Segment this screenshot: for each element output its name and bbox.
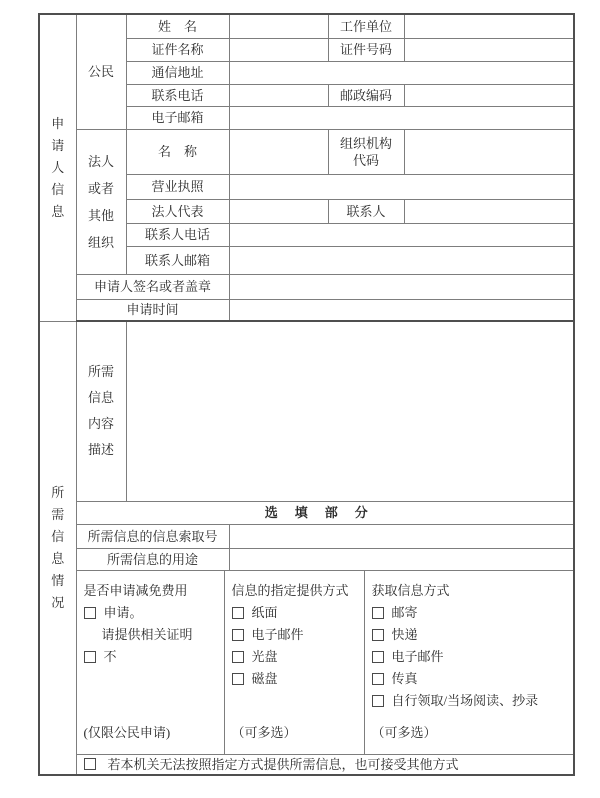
date-value-cell[interactable] [229,299,574,321]
obtain-option-selfpickup[interactable] [372,690,570,712]
provide-method-footnote [232,722,360,744]
fee-apply-note-text: 请提供相关证明 [101,627,193,642]
index-number-value-cell[interactable] [229,524,574,548]
name-label: 姓 名 [126,14,229,38]
fallback-note-checkbox[interactable] [84,758,96,770]
provide-disk-checkbox[interactable] [232,673,244,685]
fallback-note-row[interactable] [77,756,574,773]
email-value-cell[interactable] [229,106,574,129]
obtain-method-footnote [372,722,570,744]
fee-no-label: 不 [103,649,117,664]
optional-part-header-text: 选填部分 [264,505,385,520]
name-value-cell[interactable] [229,14,328,38]
provide-paper-checkbox[interactable] [232,607,244,619]
description-label-text: 所需信息内容描述 [87,364,114,458]
work-unit-value-cell[interactable] [404,14,574,38]
obtain-email-checkbox[interactable] [372,651,384,663]
provide-cd-label: 光盘 [251,649,278,664]
obtain-option-fax[interactable] [372,668,570,690]
org-code-label-line2: 代码 [353,152,380,168]
address-value-cell[interactable] [229,61,574,84]
provide-method-title-text: 信息的指定提供方式 [231,583,349,598]
fee-no-option[interactable] [84,646,220,668]
requested-side-label: 所需信息情况 [51,484,65,610]
obtain-express-label: 快递 [391,627,418,642]
org-code-value-cell[interactable] [404,129,574,174]
id-type-label: 证件名称 [126,38,229,61]
purpose-label: 所需信息的用途 [76,548,229,570]
provide-email-label: 电子邮件 [251,627,304,642]
obtain-option-express[interactable] [372,624,570,646]
applicant-side-label: 申请人信息 [51,115,65,219]
phone-label: 联系电话 [126,84,229,106]
provide-method-title [232,580,360,602]
application-form-table [38,13,575,776]
obtain-option-email[interactable] [372,646,570,668]
id-number-label: 证件号码 [328,38,404,61]
optional-part-header [76,501,574,524]
group-organization-label [76,129,126,274]
date-label: 申请时间 [76,299,229,321]
obtain-method-footnote-text: （可多选） [371,725,437,740]
provide-option-cd[interactable] [232,646,360,668]
fee-waiver-footnote-text: (仅限公民申请) [83,725,171,740]
contact-value-cell[interactable] [404,199,574,223]
license-label: 营业执照 [126,174,229,199]
purpose-value-cell[interactable] [229,548,574,570]
contact-email-value-cell[interactable] [229,246,574,274]
fee-apply-note [84,624,220,646]
contact-phone-label: 联系人电话 [126,223,229,246]
provide-disk-label: 磁盘 [251,671,278,686]
obtain-selfpickup-label: 自行领取/当场阅读、抄录 [391,693,539,708]
obtain-mail-label: 邮寄 [391,605,418,620]
index-number-label: 所需信息的信息索取号 [76,524,229,548]
address-label: 通信地址 [126,61,229,84]
legal-rep-label: 法人代表 [126,199,229,223]
contact-label: 联系人 [328,199,404,223]
obtain-method-title [372,580,570,602]
obtain-fax-label: 传真 [391,671,418,686]
email-label: 电子邮箱 [126,106,229,129]
contact-email-label: 联系人邮箱 [126,246,229,274]
provide-option-paper[interactable] [232,602,360,624]
provide-email-checkbox[interactable] [232,629,244,641]
fee-apply-label: 申请。 [103,605,143,620]
group-citizen-label: 公民 [76,14,126,129]
org-code-label-line1: 组织机构 [340,135,393,151]
description-label [76,321,126,501]
provide-paper-label: 纸面 [251,605,278,620]
fee-waiver-footnote [84,722,220,744]
description-value-cell[interactable] [126,321,574,501]
obtain-method-cell [364,570,574,754]
legal-rep-value-cell[interactable] [229,199,328,223]
phone-value-cell[interactable] [229,84,328,106]
section-applicant-info-label [39,14,76,321]
organization-group-label: 法人或者其他组织 [87,153,114,250]
fee-apply-checkbox[interactable] [84,607,96,619]
provide-option-email[interactable] [232,624,360,646]
fee-waiver-cell [76,570,224,754]
work-unit-label: 工作单位 [328,14,404,38]
obtain-option-mail[interactable] [372,602,570,624]
obtain-fax-checkbox[interactable] [372,673,384,685]
obtain-email-label: 电子邮件 [391,649,444,664]
obtain-method-title-text: 获取信息方式 [371,583,450,598]
provide-cd-checkbox[interactable] [232,651,244,663]
fee-no-checkbox[interactable] [84,651,96,663]
contact-phone-value-cell[interactable] [229,223,574,246]
provide-method-cell [224,570,364,754]
org-name-value-cell[interactable] [229,129,328,174]
obtain-express-checkbox[interactable] [372,629,384,641]
postcode-label: 邮政编码 [328,84,404,106]
fallback-note-cell [76,754,574,775]
obtain-mail-checkbox[interactable] [372,607,384,619]
org-name-label: 名 称 [126,129,229,174]
fee-waiver-title-text: 是否申请减免费用 [83,583,188,598]
org-code-label [328,129,404,174]
signature-value-cell[interactable] [229,274,574,299]
fallback-note-text: 若本机关无法按照指定方式提供所需信息，也可接受其他方式 [107,756,459,772]
provide-option-disk[interactable] [232,668,360,690]
license-value-cell[interactable] [229,174,574,199]
fee-apply-option[interactable] [84,602,220,624]
obtain-selfpickup-checkbox[interactable] [372,695,384,707]
id-type-value-cell[interactable] [229,38,328,61]
provide-method-footnote-text: （可多选） [231,725,297,740]
fee-waiver-title [84,580,220,602]
postcode-value-cell[interactable] [404,84,574,106]
section-requested-info-label [39,321,76,775]
id-number-value-cell[interactable] [404,38,574,61]
signature-label: 申请人签名或者盖章 [76,274,229,299]
